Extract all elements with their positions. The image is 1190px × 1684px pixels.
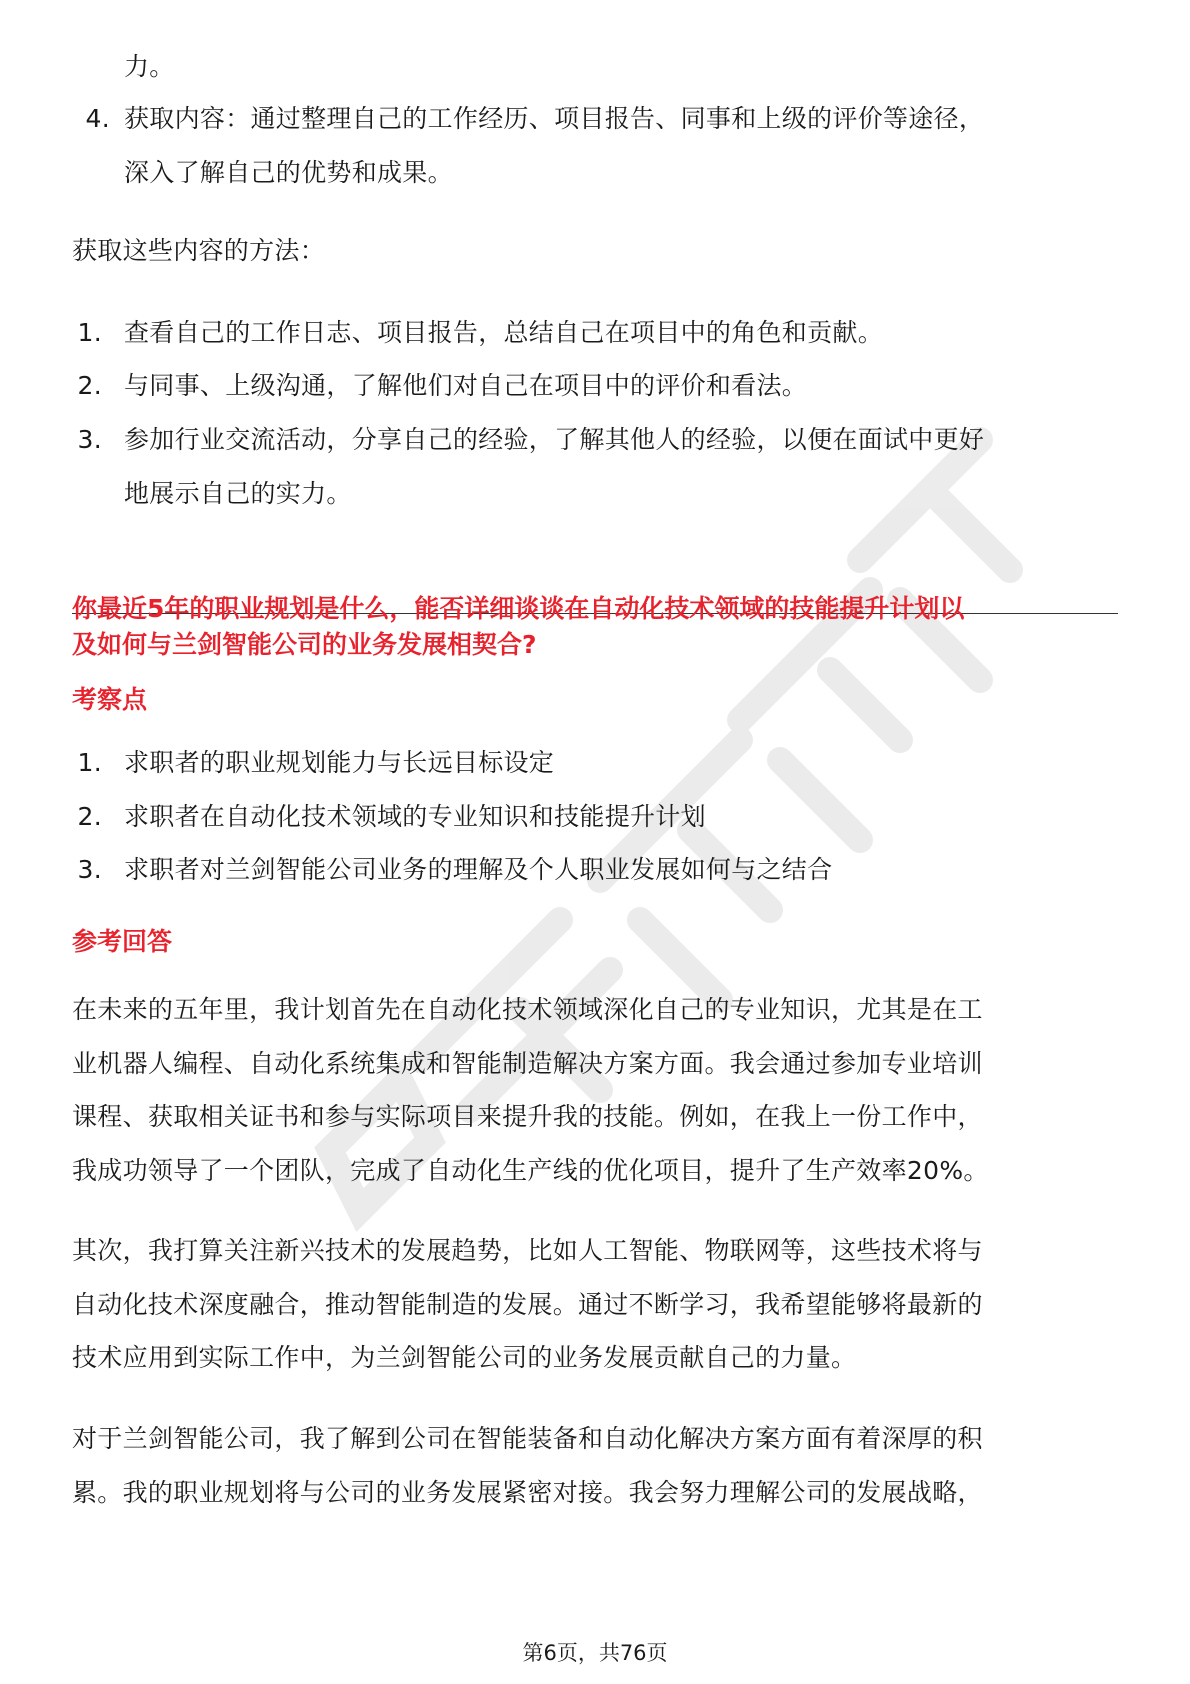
answer-para-1-line-3: 课程、获取相关证书和参与实际项目来提升我的技能。例如，在我上一份工作中，: [72, 1102, 983, 1131]
method-item-3-line-2: 地展示自己的实力。: [124, 479, 352, 508]
key-point-number-1: 1.: [77, 748, 102, 777]
answer-para-1-line-2: 业机器人编程、自动化系统集成和智能制造解决方案方面。我会通过参加专业培训: [72, 1049, 983, 1078]
list-item-4-line-1: 获取内容：通过整理自己的工作经历、项目报告、同事和上级的评价等途径，: [124, 104, 985, 133]
answer-heading: 参考回答: [72, 927, 173, 956]
question-line-1: 你最近5年的职业规划是什么，能否详细谈谈在自动化技术领域的技能提升计划以: [72, 594, 965, 623]
key-point-number-2: 2.: [77, 802, 102, 831]
key-point-2: 求职者在自动化技术领域的专业知识和技能提升计划: [124, 802, 706, 831]
answer-para-3-line-1: 对于兰剑智能公司，我了解到公司在智能装备和自动化解决方案方面有着深厚的积: [72, 1424, 983, 1453]
answer-para-2-line-1: 其次，我打算关注新兴技术的发展趋势，比如人工智能、物联网等，这些技术将与: [72, 1236, 983, 1265]
list-item-3-continuation: 力。: [124, 52, 175, 81]
answer-para-1-line-4: 我成功领导了一个团队，完成了自动化生产线的优化项目，提升了生产效率20%。: [72, 1156, 989, 1185]
page-footer: 第6页，共76页: [522, 1641, 668, 1665]
answer-para-1-line-1: 在未来的五年里，我计划首先在自动化技术领域深化自己的专业知识，尤其是在工: [72, 995, 983, 1024]
method-number-1: 1.: [77, 318, 102, 347]
key-point-3: 求职者对兰剑智能公司业务的理解及个人职业发展如何与之结合: [124, 855, 833, 884]
question-line-2: 及如何与兰剑智能公司的业务发展相契合?: [72, 630, 537, 659]
list-item-4-line-2: 深入了解自己的优势和成果。: [124, 158, 453, 187]
key-point-1: 求职者的职业规划能力与长远目标设定: [124, 748, 555, 777]
method-item-3-line-1: 参加行业交流活动，分享自己的经验，了解其他人的经验，以便在面试中更好: [124, 425, 985, 454]
answer-para-2-line-3: 技术应用到实际工作中，为兰剑智能公司的业务发展贡献自己的力量。: [72, 1343, 857, 1372]
answer-para-3-line-2: 累。我的职业规划将与公司的业务发展紧密对接。我会努力理解公司的发展战略，: [72, 1478, 983, 1507]
method-item-2: 与同事、上级沟通，了解他们对自己在项目中的评价和看法。: [124, 371, 808, 400]
key-points-heading: 考察点: [72, 685, 148, 714]
methods-intro: 获取这些内容的方法：: [72, 236, 326, 265]
method-item-1: 查看自己的工作日志、项目报告，总结自己在项目中的角色和贡献。: [124, 318, 884, 347]
answer-para-2-line-2: 自动化技术深度融合，推动智能制造的发展。通过不断学习，我希望能够将最新的: [72, 1290, 983, 1319]
list-number-4: 4.: [85, 104, 110, 133]
method-number-3: 3.: [77, 425, 102, 454]
method-number-2: 2.: [77, 371, 102, 400]
key-point-number-3: 3.: [77, 855, 102, 884]
